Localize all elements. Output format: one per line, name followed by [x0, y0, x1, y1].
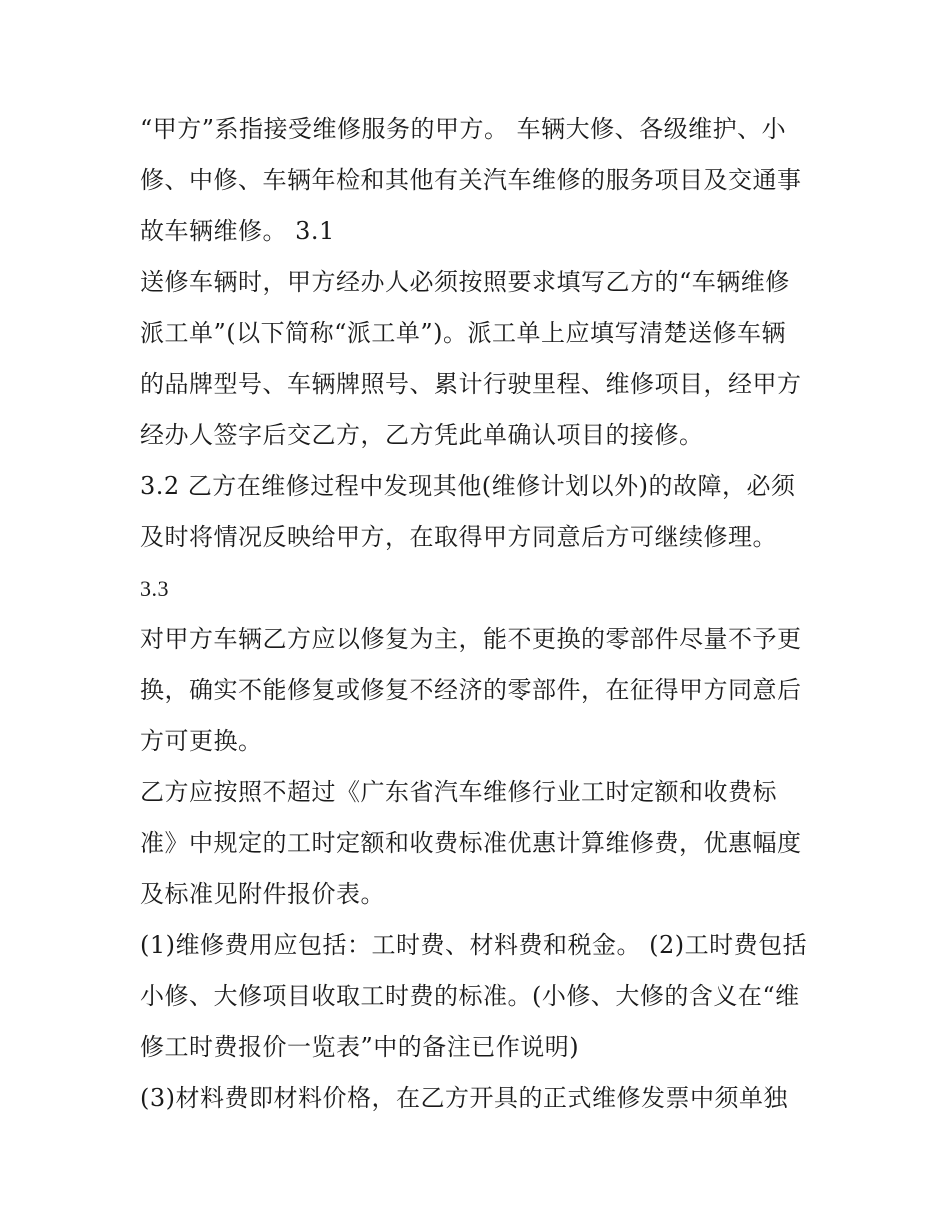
text-line: 3.2 乙方在维修过程中发现其他(维修计划以外)的故障，必须 — [140, 472, 796, 500]
text-line: 修、中修、车辆年检和其他有关汽车维修的服务项目及交通事 — [140, 166, 802, 194]
text-line: 送修车辆时，甲方经办人必须按照要求填写乙方的“车辆维修 — [140, 268, 790, 296]
text-line: 的品牌型号、车辆牌照号、累计行驶里程、维修项目，经甲方 — [140, 370, 802, 398]
section-number: 3.3 — [140, 576, 169, 601]
text-line: 方可更换。 — [140, 727, 263, 755]
text-line: 及标准见附件报价表。 — [140, 880, 385, 908]
text-line: 派工单”(以下简称“派工单”)。派工单上应填写清楚送修车辆 — [140, 319, 787, 347]
text-line: 换，确实不能修复或修复不经济的零部件，在征得甲方同意后 — [140, 676, 802, 704]
text-line: “甲方”系指接受维修服务的甲方。 车辆大修、各级维护、小 — [140, 115, 787, 143]
text-line: 乙方应按照不超过《广东省汽车维修行业工时定额和收费标 — [140, 778, 777, 806]
document-body — [140, 104, 820, 1124]
text-line: 经办人签字后交乙方，乙方凭此单确认项目的接修。 — [140, 421, 704, 449]
text-line: 对甲方车辆乙方应以修复为主，能不更换的零部件尽量不予更 — [140, 625, 802, 653]
text-line: (1)维修费用应包括：工时费、材料费和税金。 (2)工时费包括 — [140, 931, 808, 959]
text-line: 准》中规定的工时定额和收费标准优惠计算维修费，优惠幅度 — [140, 829, 802, 857]
text-line: 故车辆维修。 3.1 — [140, 217, 335, 245]
text-line: 及时将情况反映给甲方，在取得甲方同意后方可继续修理。 — [140, 523, 777, 551]
text-line: 小修、大修项目收取工时费的标准。(小修、大修的含义在“维 — [140, 982, 800, 1010]
text-line: 修工时费报价一览表”中的备注已作说明) — [140, 1033, 580, 1061]
text-line: (3)材料费即材料价格，在乙方开具的正式维修发票中须单独 — [140, 1084, 788, 1112]
